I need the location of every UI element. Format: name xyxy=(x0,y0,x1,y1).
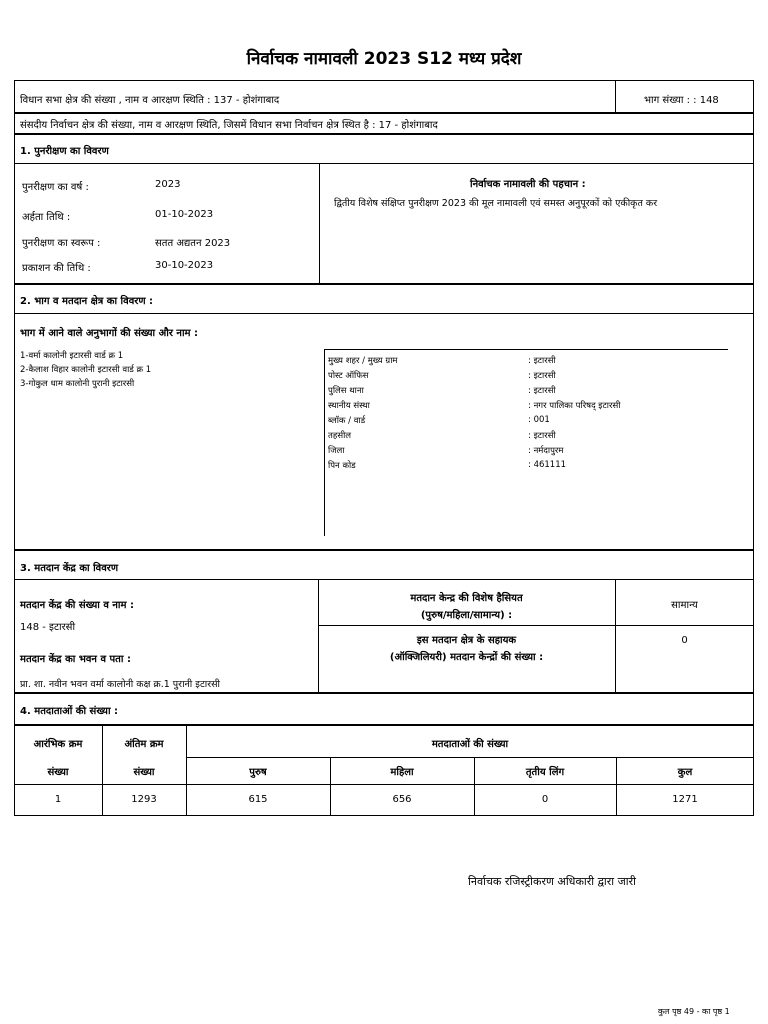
parliament-label: संसदीय निर्वाचन क्षेत्र की संख्या, नाम व आरक्षण स्थिति, जिसमें विधान सभा निर्वाचन क्षेत्र स्थित है : 17 - होशंगाबाद xyxy=(20,120,438,131)
revision-type-label: पुनरीक्षण का स्वरूप : xyxy=(22,238,101,249)
section1-heading: 1. पुनरीक्षण का विवरण xyxy=(20,146,109,157)
part-number: भाग संख्या : : 148 xyxy=(644,95,719,106)
detail-value-tehsil: : इटारसी xyxy=(528,431,556,441)
aux-stations-line1: इस मतदान क्षेत्र के सहायक xyxy=(416,635,517,646)
section-item-3: 3-गोकुल धाम कालोनी पुरानी इटारसी xyxy=(20,379,135,389)
special-status-line2: (पुरुष/महिला/सामान्य) : xyxy=(420,610,513,621)
col-end-line2: संख्या xyxy=(133,767,155,778)
detail-label-local-body: स्थानीय संस्था xyxy=(328,401,370,411)
detail-value-police: : इटारसी xyxy=(528,386,556,396)
cell-male: 615 xyxy=(248,794,268,805)
detail-label-city: मुख्य शहर / मुख्य ग्राम xyxy=(328,356,398,366)
detail-value-post: : इटारसी xyxy=(528,371,556,381)
section2-box xyxy=(14,284,754,550)
cell-female: 656 xyxy=(392,794,412,805)
publication-date-label: प्रकाशन की तिथि : xyxy=(22,263,91,274)
col-male: पुरुष xyxy=(249,767,267,778)
cell-start: 1 xyxy=(54,794,62,805)
roll-identity-heading: निर्वाचक नामावली की पहचान : xyxy=(470,179,586,190)
detail-label-tehsil: तहसील xyxy=(328,431,352,441)
revision-year-label: पुनरीक्षण का वर्ष : xyxy=(22,182,89,193)
issued-by: निर्वाचक रजिस्ट्रीकरण अधिकारी द्वारा जारी xyxy=(468,875,636,888)
revision-year-value: 2023 xyxy=(155,179,181,190)
detail-label-pincode: पिन कोड xyxy=(328,461,356,471)
col-end-line1: अंतिम क्रम xyxy=(124,739,164,750)
section1-box xyxy=(14,134,754,284)
detail-label-district: जिला xyxy=(328,446,345,456)
section-item-2: 2-कैलाश विहार कालोनी इटारसी वार्ड क्र 1 xyxy=(20,365,152,375)
aux-stations-line2: (ऑक्जिलियरी) मतदान केन्द्रों की संख्या : xyxy=(389,652,544,663)
col-female: महिला xyxy=(390,767,414,778)
station-value: 148 - इटारसी xyxy=(20,622,76,633)
detail-value-block: : 001 xyxy=(528,415,550,425)
qualifying-date-value: 01-10-2023 xyxy=(155,209,214,220)
roll-identity-text: द्वितीय विशेष संक्षिप्त पुनरीक्षण 2023 की मूल नामावली एवं समस्त अनुपूरकों को एकीकृत कर xyxy=(334,198,658,209)
col-total: कुल xyxy=(677,767,693,778)
col-third-gender: तृतीय लिंग xyxy=(525,767,565,778)
section2-heading: 2. भाग व मतदान क्षेत्र का विवरण : xyxy=(20,296,154,307)
qualifying-date-label: अर्हता तिथि : xyxy=(22,212,71,223)
detail-value-city: : इटारसी xyxy=(528,356,556,366)
building-label: मतदान केंद्र का भवन व पता : xyxy=(20,654,131,665)
section4-heading: 4. मतदाताओं की संख्या : xyxy=(20,706,119,717)
cell-total: 1271 xyxy=(672,794,698,805)
revision-type-value: सतत अद्यतन 2023 xyxy=(155,238,231,249)
col-start-line2: संख्या xyxy=(47,767,69,778)
section3-box xyxy=(14,550,754,693)
cell-end: 1293 xyxy=(131,794,157,805)
detail-value-district: : नर्मदापुरम xyxy=(528,446,564,456)
cell-third-gender: 0 xyxy=(541,794,549,805)
detail-label-block: ब्लॉक / वार्ड xyxy=(328,416,366,426)
section4-heading-box xyxy=(14,693,754,725)
section-item-1: 1-वर्मा कालोनी इटारसी वार्ड क्र 1 xyxy=(20,351,124,361)
aux-stations-value: 0 xyxy=(681,635,688,646)
page-number: कुल पृष्ठ 49 - का पृष्ठ 1 xyxy=(658,1007,730,1016)
publication-date-value: 30-10-2023 xyxy=(155,260,214,271)
detail-label-police: पुलिस थाना xyxy=(328,386,364,396)
special-status-line1: मतदान केन्द्र की विशेष हैसियत xyxy=(410,593,523,604)
page-title: निर्वाचक नामावली 2023 S12 मध्य प्रदेश xyxy=(246,49,522,69)
station-label: मतदान केंद्र की संख्या व नाम : xyxy=(20,600,134,611)
detail-value-local-body: : नगर पालिका परिषद् इटारसी xyxy=(528,401,621,411)
detail-label-post: पोस्ट ऑफिस xyxy=(328,371,369,381)
voters-header: मतदाताओं की संख्या xyxy=(431,739,509,750)
col-start-line1: आरंभिक क्रम xyxy=(33,739,83,750)
building-value: प्रा. शा. नवीन भवन वर्मा कालोनी कक्ष क्र.1 पुरानी इटारसी xyxy=(20,679,220,690)
special-status-value: सामान्य xyxy=(671,600,698,611)
assembly-label: विधान सभा क्षेत्र की संख्या , नाम व आरक्षण स्थिति : 137 - होशंगाबाद xyxy=(20,95,280,106)
detail-value-pincode: : 461111 xyxy=(528,460,567,470)
section2-subheading: भाग में आने वाले अनुभागों की संख्या और नाम : xyxy=(20,328,199,339)
section3-heading: 3. मतदान केंद्र का विवरण xyxy=(20,563,119,574)
